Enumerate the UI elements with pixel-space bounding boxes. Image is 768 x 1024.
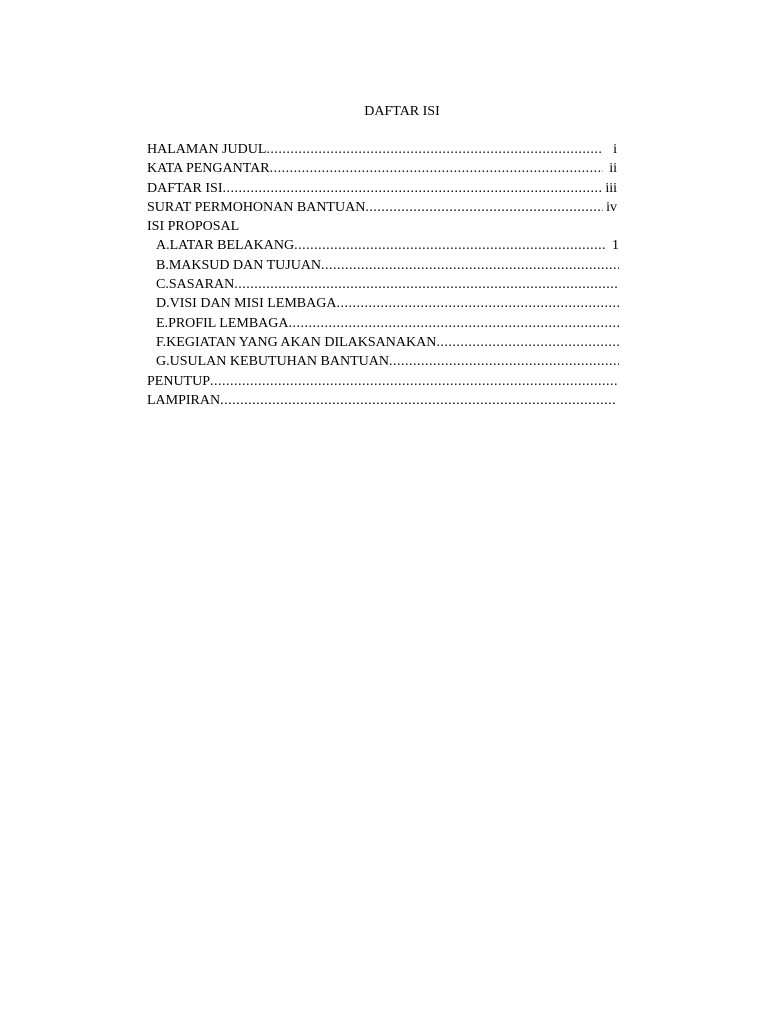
toc-entry-surat-permohonan	[147, 198, 617, 217]
toc-subentry-c	[147, 275, 619, 294]
toc-subentry-letter: B.	[156, 257, 169, 273]
toc-subentry-letter: C.	[156, 277, 169, 293]
toc-subentry-label: VISI DAN MISI LEMBAGA	[169, 296, 337, 312]
toc-subentry-label: PROFIL LEMBAGA	[168, 315, 289, 331]
toc-page-number: iii	[605, 180, 617, 196]
toc-entry-label: PENUTUP	[147, 373, 211, 389]
toc-subentry-label: USULAN KEBUTUHAN BANTUAN	[169, 354, 389, 370]
toc-subentry-a	[147, 236, 619, 255]
toc-subentry-label: KEGIATAN YANG AKAN DILAKSANAKAN	[166, 334, 437, 350]
toc-section-isi-proposal	[147, 217, 617, 236]
toc-subentry-label: MAKSUD DAN TUJUAN	[168, 257, 322, 273]
toc-page-number: 1	[612, 238, 619, 254]
dot-leader	[336, 294, 619, 313]
toc-subentry-letter: A.	[156, 238, 170, 254]
toc-subentry-letter: E.	[156, 315, 169, 331]
toc-subentry-letter: D.	[156, 296, 170, 312]
toc-subentry-d	[147, 294, 619, 313]
dot-leader	[210, 372, 617, 391]
toc-entry-halaman-judul	[147, 140, 617, 159]
toc-page-number: ii	[609, 161, 617, 177]
toc-section-label: ISI PROPOSAL	[147, 219, 240, 235]
dot-leader	[436, 333, 619, 352]
table-of-contents	[147, 140, 637, 410]
dot-leader	[270, 159, 603, 178]
toc-entry-label: LAMPIRAN	[147, 392, 221, 408]
dot-leader	[266, 140, 603, 159]
toc-entry-label: DAFTAR ISI	[147, 180, 223, 196]
dot-leader	[289, 314, 620, 333]
toc-subentry-label: SASARAN	[168, 277, 235, 293]
toc-entry-label: HALAMAN JUDUL	[147, 142, 267, 157]
dot-leader	[234, 275, 619, 294]
toc-subentry-g	[147, 352, 619, 371]
toc-entry-kata-pengantar	[147, 159, 617, 178]
toc-entry-label: KATA PENGANTAR	[147, 161, 270, 177]
toc-entry-label: SURAT PERMOHONAN BANTUAN	[147, 199, 366, 215]
toc-subentry-b	[147, 256, 619, 275]
dot-leader	[321, 256, 619, 275]
page-title: DAFTAR ISI	[364, 104, 440, 119]
toc-entry-daftar-isi	[147, 179, 617, 198]
toc-subentry-label: LATAR BELAKANG	[169, 238, 295, 254]
toc-subentry-letter: F.	[156, 334, 167, 350]
toc-subentry-f	[147, 333, 619, 352]
toc-subentry-letter: G.	[156, 354, 170, 370]
toc-entry-penutup	[147, 372, 617, 391]
toc-entry-lampiran	[147, 391, 617, 410]
dot-leader	[389, 352, 619, 371]
dot-leader	[220, 391, 617, 410]
toc-page-number: iv	[606, 199, 617, 215]
dot-leader	[365, 198, 603, 217]
dot-leader	[223, 179, 604, 198]
dot-leader	[294, 236, 605, 255]
toc-page-number: i	[613, 142, 617, 157]
toc-subentry-e	[147, 314, 619, 333]
